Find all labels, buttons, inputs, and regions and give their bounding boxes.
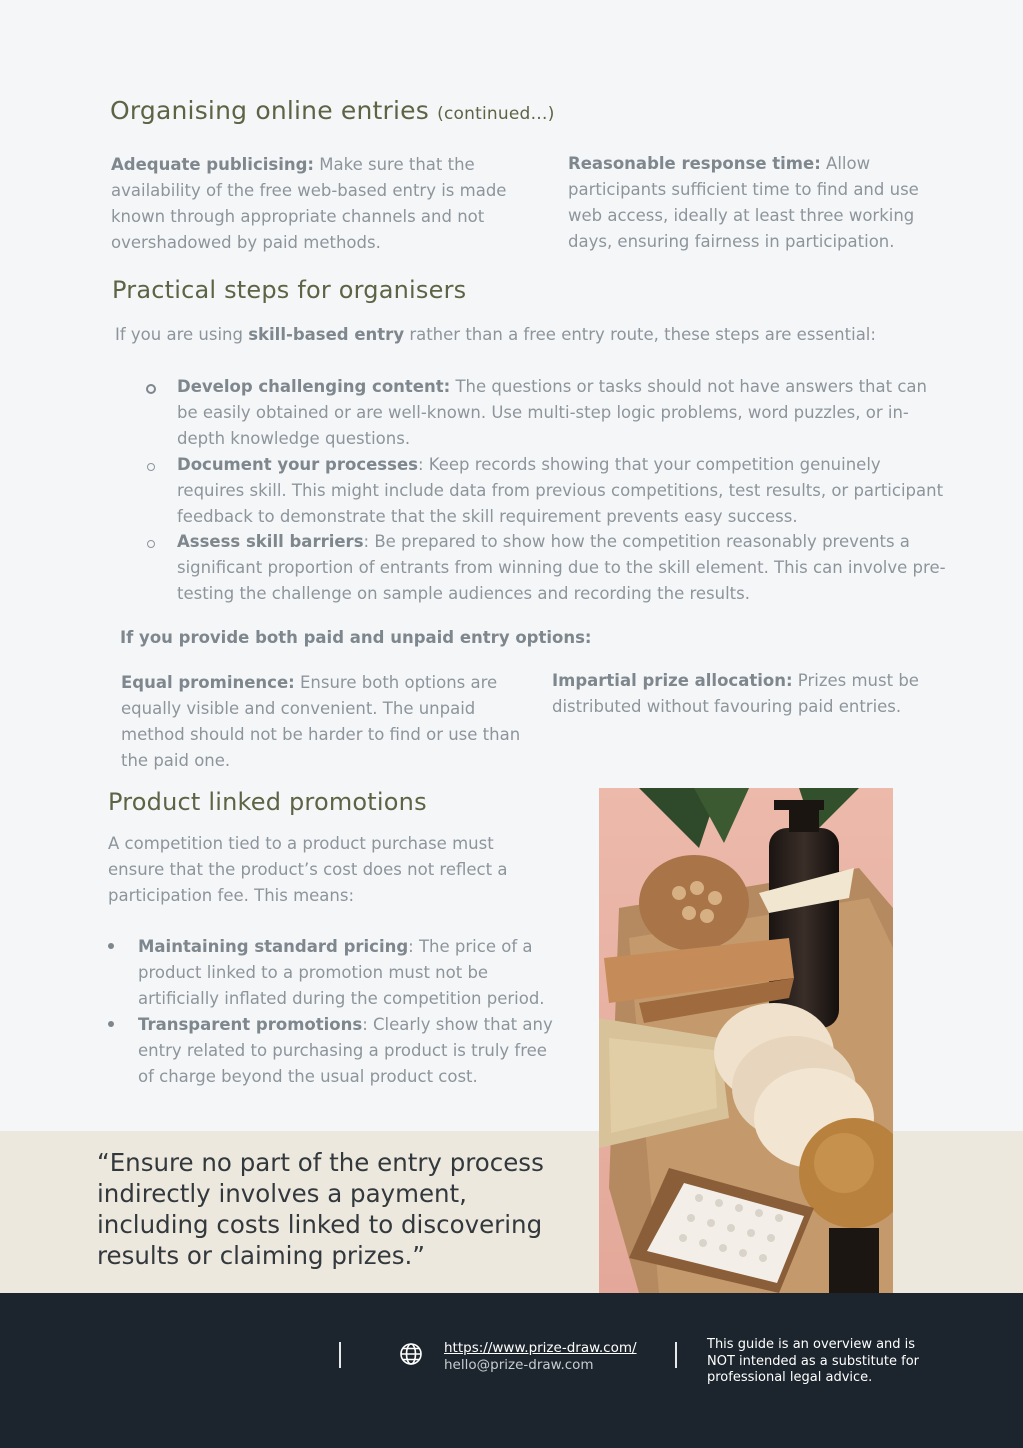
product-linked-heading: Product linked promotions [108, 788, 427, 816]
list-item-lead: Maintaining standard pricing [138, 937, 409, 956]
list-item-develop-content [177, 374, 947, 452]
paid-unpaid-subheading: If you provide both paid and unpaid entry options: [120, 628, 592, 647]
list-item-transparent-promotions [138, 1012, 568, 1090]
equal-prominence-paragraph [121, 670, 541, 774]
list-bullet [108, 943, 114, 949]
practical-steps-heading: Practical steps for organisers [112, 276, 467, 304]
practical-steps-intro [115, 322, 955, 348]
paragraph-text: Allow participants sufficient time to find and use web access, ideally at least three working days, ensuring fairness in participation. [568, 154, 919, 251]
globe-icon [399, 1342, 423, 1366]
list-bullet [146, 384, 156, 394]
list-bullet [147, 540, 155, 548]
list-bullet [147, 463, 155, 471]
page-title-text: Organising online entries [110, 96, 429, 125]
adequate-publicising-paragraph [111, 152, 541, 256]
list-item-standard-pricing [138, 934, 568, 1012]
list-item-lead: Transparent promotions [138, 1015, 363, 1034]
list-item-text: : Keep records showing that your competition genuinely requires skill. This might include data from previous competitions, test results, or participant feedback to demonstrate that the skill requirement prevents easy success. [177, 455, 944, 526]
list-item-text: : Be prepared to show how the competition reasonably prevents a significant proportion of entrants from winning due to the skill element. This can involve pre-testing the challenge on sample audiences and recording the results. [177, 532, 946, 603]
intro-text: rather than a free entry route, these steps are essential: [404, 325, 876, 344]
list-item-text: : Clearly show that any entry related to purchasing a product is truly free of charge beyond the usual product cost. [138, 1015, 553, 1086]
footer-divider [339, 1342, 341, 1368]
list-item-document-processes [177, 452, 947, 530]
list-item-text: : The price of a product linked to a promotion must not be artificially inflated during the competition period. [138, 937, 545, 1008]
intro-text: If you are using [115, 325, 249, 344]
product-linked-intro: A competition tied to a product purchase must ensure that the product’s cost does not reflect a participation fee. This means: [108, 834, 508, 905]
website-link[interactable]: https://www.prize-draw.com/ [444, 1340, 637, 1356]
list-item-assess-barriers [177, 529, 947, 607]
product-gift-box-image [599, 788, 893, 1293]
paragraph-lead: Adequate publicising: [111, 155, 315, 174]
contact-email[interactable]: hello@prize-draw.com [444, 1357, 594, 1373]
list-item-text: The questions or tasks should not have answers that can be easily obtained or are well-known. Use multi-step logic problems, word puzzles, or in-depth knowledge questions. [177, 377, 927, 448]
list-bullet [108, 1021, 114, 1027]
paragraph-lead: Equal prominence: [121, 673, 295, 692]
paragraph-text: Ensure both options are equally visible and convenient. The unpaid method should not be harder to find or use than the paid one. [121, 673, 521, 770]
intro-bold: skill-based entry [248, 325, 405, 344]
paragraph-text: Make sure that the availability of the free web-based entry is made known through appropriate channels and not overshadowed by paid methods. [111, 155, 507, 252]
list-item-lead: Assess skill barriers [177, 532, 364, 551]
page-title [110, 96, 555, 125]
paragraph-lead: Reasonable response time: [568, 154, 821, 173]
impartial-prize-allocation-paragraph [552, 668, 922, 720]
legal-disclaimer: This guide is an overview and is NOT intended as a substitute for professional legal advice. [707, 1337, 920, 1385]
list-item-lead: Document your processes [177, 455, 418, 474]
list-item-lead: Develop challenging content: [177, 377, 451, 396]
reasonable-response-time-paragraph [568, 151, 943, 255]
footer-divider [675, 1342, 677, 1368]
pull-quote: “Ensure no part of the entry process indirectly involves a payment, including costs linked to discovering results or claiming prizes.” [97, 1148, 544, 1270]
paragraph-lead: Impartial prize allocation: [552, 671, 793, 690]
paragraph-text: Prizes must be distributed without favouring paid entries. [552, 671, 919, 716]
title-continued-label: (continued…) [437, 104, 555, 124]
